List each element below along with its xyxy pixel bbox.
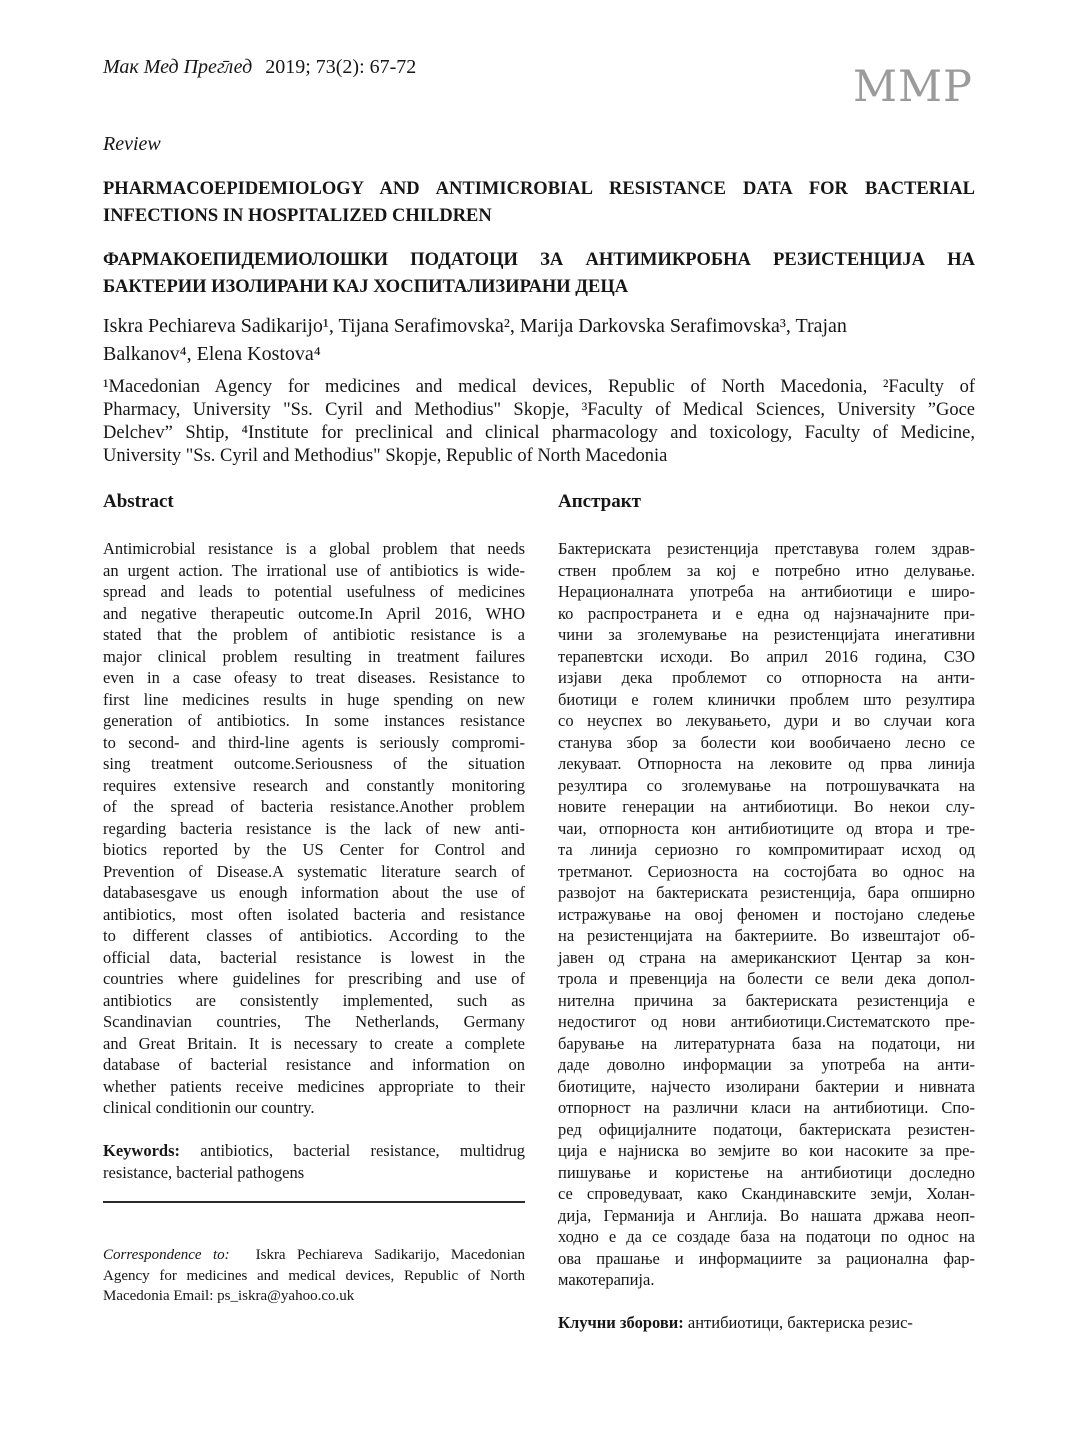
correspondence-name: Iskra Pechiareva Sadikarijo, Macedonian [255, 1247, 525, 1263]
keywords-label-english: Keywords: [103, 1141, 180, 1160]
keywords-macedonian [558, 1312, 975, 1334]
abstract-macedonian-text [558, 538, 975, 1291]
abstract-english-text [103, 538, 525, 1119]
text-line: requires extensive research and constantly monitoring [103, 775, 525, 795]
correspondence-line [103, 1245, 525, 1266]
two-column-body [103, 490, 975, 1334]
text-line: недостигот од нови антибиотици.Систематското пре- [558, 1012, 975, 1031]
text-line: even in a case ofeasy to treat diseases. Resistance to [103, 668, 525, 687]
article-title-macedonian [103, 247, 975, 301]
correspondence-block [103, 1245, 525, 1307]
text-line: ходно е да се создаде база на податоци по однос на [558, 1227, 975, 1246]
text-line: Scandinavian countries, The Netherlands, Germany [103, 1012, 525, 1031]
correspondence-email-line: Macedonia Email: ps_iskra@yahoo.co.uk [103, 1288, 355, 1304]
article-title-english [103, 176, 975, 230]
text-line: ¹Macedonian Agency for medicines and medical devices, Republic of North Macedonia, ²Faculty of [103, 377, 975, 397]
text-line: со неуспех во лекувањето, дури и во случаи кога [558, 711, 975, 730]
text-line: University "Ss. Cyril and Methodius" Skopje, Republic of North Macedonia [103, 446, 668, 466]
text-line: countries where guidelines for prescribing and use of [103, 969, 525, 988]
text-line: терапевтски исходи. Во април 2016 година, СЗО [558, 646, 975, 666]
text-line: макотерапија. [558, 1270, 655, 1289]
text-line: ова прашање и информациите за рационална фар- [558, 1248, 975, 1268]
text-line: regarding bacteria resistance is the lack of new anti- [103, 818, 525, 838]
text-line: та линија сериозно го компромитираат исход од [558, 840, 975, 859]
text-line: INFECTIONS IN HOSPITALIZED CHILDREN [103, 206, 492, 226]
text-line: лекуваат. Отпорноста на лековите од прва линија [558, 754, 975, 773]
text-line: истражување на овој феномен и постојано следење [558, 904, 975, 924]
article-type-label: Review [103, 133, 161, 155]
text-line: Delchev” Shtip, ⁴Institute for preclinical and clinical pharmacology and toxicology, Faculty of Medicine, [103, 423, 975, 443]
text-line: биотици е голем клинички проблем што резултира [558, 689, 975, 709]
text-line: generation of antibiotics. In some instances resistance [103, 711, 525, 730]
text-line: to different classes of antibiotics. According to the [103, 926, 525, 945]
text-line: official data, bacterial resistance is lowest in the [103, 947, 525, 967]
text-line: antibiotics are consistently implemented, such as [103, 990, 525, 1010]
text-line: ред официјалните податоци, бактериската резистен- [558, 1119, 975, 1139]
text-line: databasesgave us enough information about the use of [103, 883, 525, 902]
text-line: ција е најниска во земјите во кои насоките за пре- [558, 1141, 975, 1160]
text-line: Pharmacy, University "Ss. Cyril and Methodius" Skopje, ³Faculty of Medical Sciences, University ”Goce [103, 400, 975, 420]
affiliations [103, 376, 975, 468]
text-line: stated that the problem of antibiotic resistance is a [103, 625, 525, 644]
text-line: biotics reported by the US Center for Control and [103, 840, 525, 859]
text-line: даде доволно информации за употреба на анти- [558, 1055, 975, 1074]
text-line: ко распространета и е една од најзначајните при- [558, 603, 975, 623]
text-line: отпорност на различни класи на антибиотици. Спо- [558, 1098, 975, 1117]
text-line: чаи, отпорноста кон антибиотиците од втора и тре- [558, 818, 975, 838]
journal-name: Мак Мед Прег̄лед [103, 56, 253, 78]
text-line: биотиците, најчесто изолирани бактерии и нивната [558, 1076, 975, 1096]
text-line: an urgent action. The irrational use of antibiotics is wide- [103, 560, 525, 580]
text-line: PHARMACOEPIDEMIOLOGY AND ANTIMICROBIAL RESISTANCE DATA FOR BACTERIAL [103, 179, 975, 199]
keywords-label-macedonian: Клучни зборови: [558, 1313, 684, 1332]
text-line: пишување и користење на антибиотици доследно [558, 1162, 975, 1182]
keywords-text-macedonian: антибиотици, бактериска резис- [687, 1313, 913, 1332]
journal-header [103, 55, 416, 79]
text-line: first line medicines results in huge spending on new [103, 689, 525, 709]
text-line: новите генерации на антибиотици. Во некои слу- [558, 797, 975, 816]
text-line: Antimicrobial resistance is a global problem that needs [103, 539, 525, 558]
keywords-text-english: antibiotics, bacterial resistance, multidrug resistance, bacterial pathogens [103, 1141, 526, 1182]
journal-logo: MMP [853, 62, 973, 112]
text-line: Нерационалната употреба на антибиотици е широ- [558, 582, 975, 601]
text-line: ствен проблем за кој е потребно итно делување. [558, 560, 975, 580]
text-line: and Great Britain. It is necessary to create a complete [103, 1033, 525, 1053]
correspondence-line: Agency for medicines and medical devices, Republic of North [103, 1267, 525, 1284]
text-line: чини за зголемување на резистенцијата инегативни [558, 625, 975, 644]
text-line: Iskra Pechiareva Sadikarijo¹, Tijana Serafimovska², Marija Darkovska Serafimovska³, Trajan [103, 315, 847, 337]
correspondence-label: Correspondence to: [103, 1247, 230, 1263]
text-line: of the spread of bacteria resistance.Another problem [103, 797, 525, 816]
text-line: and negative therapeutic outcome.In April 2016, WHO [103, 603, 525, 623]
text-line: трола и превенција на болести се вели дека допол- [558, 969, 975, 988]
text-line: antibiotics, most often isolated bacteria and resistance [103, 904, 525, 924]
text-line: јавен од страна на американскиот Центар за кон- [558, 947, 975, 967]
text-line: whether patients receive medicines appropriate to their [103, 1076, 525, 1096]
abstract-macedonian-column [558, 490, 975, 1334]
abstract-heading-english: Abstract [103, 491, 174, 512]
text-line: Prevention of Disease.A systematic literature search of [103, 861, 525, 881]
text-line: to second- and third-line agents is seriously compromi- [103, 732, 525, 752]
text-line: изјави дека проблемот со отпорноста на анти- [558, 668, 975, 687]
text-line: резултира со зголемување на потрошувачката на [558, 775, 975, 795]
text-line: Бактериската резистенција претставува голем здрав- [558, 539, 975, 558]
abstract-english-column [103, 490, 525, 1334]
footnote-divider [103, 1201, 525, 1203]
text-line: на резистенцијата на бактериите. Во извештајот об- [558, 926, 975, 945]
text-line: major clinical problem resulting in treatment failures [103, 646, 525, 666]
text-line: дија, Германија и Англија. Во нашата држава неоп- [558, 1205, 975, 1225]
text-line: БАКТЕРИИ ИЗОЛИРАНИ КАЈ ХОСПИТАЛИЗИРАНИ ДЕЦА [103, 277, 629, 297]
masthead [103, 55, 975, 111]
journal-citation: 2019; 73(2): 67-72 [265, 56, 417, 78]
text-line: нителна причина за бактериската резистенција е [558, 990, 975, 1010]
text-line: Balkanov⁴, Elena Kostova⁴ [103, 343, 321, 365]
text-line: станува збор за болести кои вообичаено лесно се [558, 732, 975, 752]
text-line: clinical conditionin our country. [103, 1098, 315, 1117]
text-line: развојот на бактериската резистенција, бара опширно [558, 883, 975, 902]
text-line: ФАРМАКОЕПИДЕМИОЛОШКИ ПОДАТОЦИ ЗА АНТИМИКРОБНА РЕЗИСТЕНЦИЈА НА [103, 250, 975, 270]
keywords-english [103, 1140, 525, 1183]
text-line: database of bacterial resistance and information on [103, 1055, 525, 1074]
text-line: се спроведуваат, како Скандинавските земји, Холан- [558, 1184, 975, 1203]
authors-list [103, 312, 975, 368]
text-line: spread and leads to potential usefulness of medicines [103, 582, 525, 601]
text-line: барување на литературната база на податоци, ни [558, 1033, 975, 1053]
abstract-heading-macedonian: Апстракт [558, 491, 642, 512]
text-line: sing treatment outcome.Seriousness of the situation [103, 754, 525, 773]
text-line: третманот. Сериозноста на состојбата во однос на [558, 861, 975, 881]
